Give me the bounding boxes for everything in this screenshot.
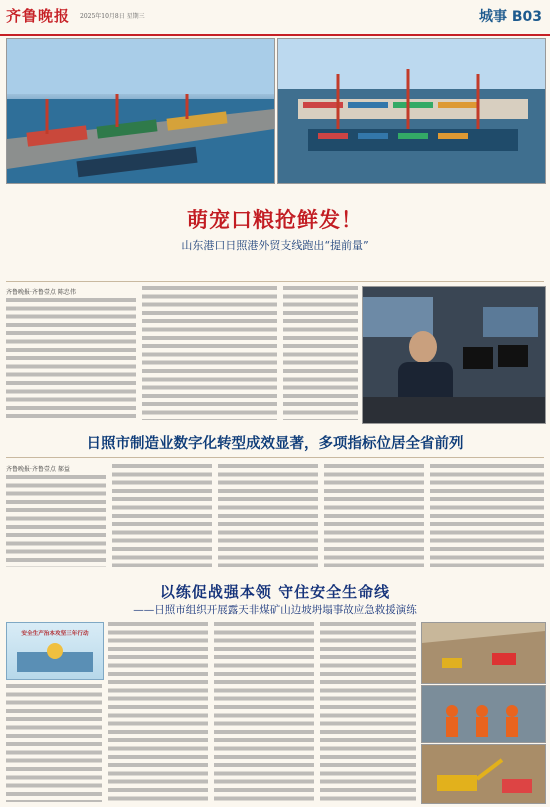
port-aerial-image <box>7 39 274 183</box>
story1-subhead: 山东港口日照港外贸支线跑出“提前量” <box>181 239 369 252</box>
divider <box>6 281 544 282</box>
rescue-team-image <box>422 686 545 742</box>
story1-column-2 <box>142 286 277 420</box>
story2-column-2 <box>112 464 212 567</box>
safety-banner <box>6 622 104 680</box>
story1-headline: 萌宠口粮抢鲜发！ <box>187 207 363 232</box>
safety-banner-graphic <box>7 637 103 677</box>
excavator-image <box>422 745 545 803</box>
newspaper-logo: 齐鲁晚报 <box>6 7 71 25</box>
story1-byline: 齐鲁晚报·齐鲁壹点 陈忠伟 <box>6 289 76 296</box>
drill-photo-3 <box>421 744 546 804</box>
port-photo-right <box>277 38 546 184</box>
section-label: 城事 B03 <box>478 9 542 25</box>
dateline: 2025年10月8日 星期三 <box>80 13 145 20</box>
divider <box>6 457 544 458</box>
story2-column-5 <box>430 464 544 567</box>
story3-column-2 <box>108 622 208 802</box>
container-yard-image <box>278 39 545 183</box>
story1-column-3 <box>283 286 358 420</box>
mine-slope-image <box>422 623 545 683</box>
story3-column-4 <box>320 622 416 802</box>
port-photo-left <box>6 38 275 184</box>
operator-image <box>363 287 545 423</box>
drill-photo-1 <box>421 622 546 684</box>
drill-photo-2 <box>421 685 546 743</box>
story3-headline: 以练促战强本领 守住安全生命线 <box>159 583 391 601</box>
story2-column-1 <box>6 475 106 567</box>
story2-byline: 齐鲁晚报·齐鲁壹点 郝益 <box>6 466 70 473</box>
story3-subhead: ——日照市组织开展露天非煤矿山边坡坍塌事故应急救援演练 <box>133 604 417 616</box>
story3-column-1 <box>6 684 102 802</box>
safety-banner-text: 安全生产治本攻坚三年行动 <box>21 631 89 637</box>
story1-column-1 <box>6 298 136 420</box>
story2-headline: 日照市制造业数字化转型成效显著，多项指标位居全省前列 <box>86 435 464 452</box>
story3-column-3 <box>214 622 314 802</box>
control-room-photo <box>362 286 546 424</box>
story2-column-3 <box>218 464 318 567</box>
story2-column-4 <box>324 464 424 567</box>
